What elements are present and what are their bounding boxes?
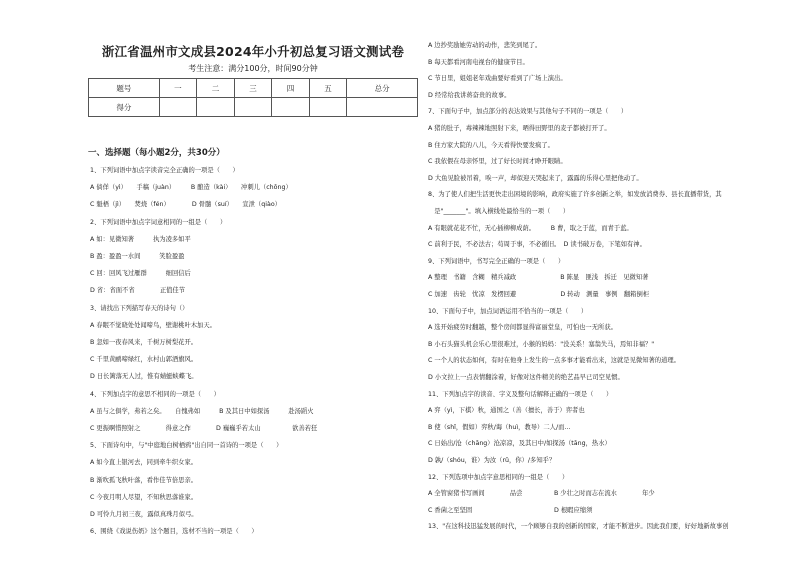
right-question-line: 10、下面句子中，加点词语运用不恰当的一项是（ ） xyxy=(428,307,588,315)
left-question-line: 4、下列加点字的意思不相同的一项是（ ） xyxy=(90,390,220,398)
right-question-line: 11、下列加点字的读音、字义及整句话解释正确的一项是（ ） xyxy=(428,390,613,398)
right-question-line: A 弈（yì，下棋）秋，通国之（善（擅长，善于）弈者也 xyxy=(428,407,585,415)
left-question-line: A 如今直上银河去，同到牵牛织女家。 xyxy=(90,459,198,467)
score-cell xyxy=(159,98,197,117)
exam-notice: 考生注意：满分100分，时间90分钟 xyxy=(188,64,318,73)
left-question-line: B 渐吹孤飞秋叶落，看作佳节倍思亲。 xyxy=(90,476,198,484)
left-question-line: A 倘佯（yì） 手稿（juàn） B 酿造（kài） 冲刺儿（chōng） xyxy=(90,184,292,192)
right-question-line: C 加速 齿轮 忧凉 发楞回避 D 转动 测量 事例 翻箱倒柜 xyxy=(428,291,650,298)
left-question-line: D 日长篱落无人过，惟有蜻蜓蛱蝶飞。 xyxy=(90,373,198,381)
right-question-line: C 日始出/沧（chāng）沧凉凉，及其日中/如探汤（tāng，热水） xyxy=(428,440,611,448)
left-question-line: C 今夜月明人尽望，不知秋思落谁家。 xyxy=(90,493,198,501)
right-question-line: 是"_______"。填入横线处最恰当的一项（ ） xyxy=(428,208,570,215)
right-question-line: 8、为了使人们把生活更快走出困境的影响，政府实施了许多创新之举，如发放消费券、县长直播带货，其 xyxy=(428,191,722,199)
left-question-line: 5、下面诗句中，与"中庭地白树栖鸦"出自同一首诗的一项是（ ） xyxy=(90,442,283,450)
left-question-line: A 春眠不觉晓处处闻啼鸟，壁谢桃叶木加天。 xyxy=(90,321,216,329)
left-question-line: A 虽与之俱学，弗若之矣。 自愧弗如 B 及其日中如探汤 赴汤蹈火 xyxy=(90,407,314,415)
right-question-line: C 一个人的状态如何，有时在他身上发生的一点多事才能看出来，这就是见微知著的道理。 xyxy=(428,357,680,365)
right-question-line: C 前利于民，不必法古；苟周于事，不必循旧。 D 读书破万卷，下笔如有神。 xyxy=(428,241,646,249)
right-question-line: A 整理 书籍 含糊 精兵减政 B 陈显 匪浅 拆迁 见微知著 xyxy=(428,274,649,282)
right-question-line: D 孰/（shóu，谁）为汝（rǔ，你）/多知乎？ xyxy=(428,457,556,464)
score-header-cell: 总分 xyxy=(347,79,418,98)
score-header-cell: 五 xyxy=(309,79,347,98)
left-question-line: D 省：省面不省 正值佳节 xyxy=(90,287,186,295)
left-question-line: D 可怜九月初三夜，露似真珠月似弓。 xyxy=(90,511,198,518)
right-question-line: B 每天都看河南电视台的健康节目。 xyxy=(428,58,529,66)
right-question-line: A 边抄奖励她劳动的动作，悲笑到尾了。 xyxy=(428,42,542,49)
score-header-cell: 四 xyxy=(272,79,310,98)
right-question-line: A 选开始疲劳时翻越，整个房间都显得富丽堂皇，可怕也一无所获。 xyxy=(428,324,617,332)
score-table xyxy=(88,78,418,117)
right-question-line: D 经常给我讲蒋奋贵的故事。 xyxy=(428,91,511,99)
left-question-line: C 回：回风飞过雁群 细回信后 xyxy=(90,270,191,278)
score-header-cell: 三 xyxy=(234,79,272,98)
right-question-line: A 猪的肚子，毒辣辣地照射下来，晒得田野里的麦子都被打开了。 xyxy=(428,125,611,132)
score-header-cell: 一 xyxy=(159,79,197,98)
left-question-line: A 如：见微知著 执为凌多如平 xyxy=(90,235,191,243)
right-question-line: C 我依偎在母亲怀里，过了好长时间才睁开眼睛。 xyxy=(428,158,567,166)
right-question-line: B 使（shǐ，假如）弈秋/诲（huì，教导）二人/而... xyxy=(428,423,571,431)
left-question-line: 1、下列词语中加点字读音完全正确的一项是（ ） xyxy=(90,167,239,174)
left-question-line: C 千里黄鹂啼绿红，水村山郭酒旗风。 xyxy=(90,356,198,364)
right-question-line: 9、下列词语中，书写完全正确的一项是（ ） xyxy=(428,257,565,265)
right-question-line: 13、"在这科技迅猛发展的时代，一个顾够自我的创新的国家，才能不断进步。因此我们要，好好地新故事创 xyxy=(428,523,729,531)
left-question-line: 6、围绕《戏说伤奶》这个题目，选材不当的一项是（ ） xyxy=(90,528,258,536)
right-question-line: A 全管窗猪书写画间 品尝 B 少壮之时而志在流水 年少 xyxy=(428,490,655,498)
left-question-line: 2、下列词语中加点字词意相同的一组是（ ） xyxy=(90,218,227,226)
right-question-line: D 大鱼见脸被吊着，唉一声，却似迎天哭起来了，露露的乐得心里把他动了。 xyxy=(428,174,643,182)
score-table-row xyxy=(89,98,418,117)
right-question-line: D 小文拉上一点表情翻涂着，好像对这件精美的绝艺品早已司空见惯。 xyxy=(428,374,624,381)
score-header-cell: 二 xyxy=(197,79,235,98)
score-cell xyxy=(272,98,310,117)
right-question-line: C 节日里，姐姐老年戏曲要好看到了广场上演出。 xyxy=(428,75,567,83)
left-question-line: 3、请找出下列描写春天的诗句（） xyxy=(90,304,189,312)
score-cell xyxy=(347,98,418,117)
score-header-cell: 题号 xyxy=(89,79,160,98)
right-question-line: 12、下列选项中加点字意思相同的一组是（ ） xyxy=(428,473,569,481)
score-cell xyxy=(234,98,272,117)
right-question-line: A 有眼就花花不忙，无心插柳柳成荫。 B 曹，取之于蓝，而青于蓝。 xyxy=(428,224,633,232)
right-question-line: B 小石头猫头机会乐心里很难过，小猴的妈妈："没关系！塞翁失马，焉知非福？" xyxy=(428,340,655,348)
section-heading: 一、选择题（每小题2分，共30分） xyxy=(88,148,225,158)
score-cell xyxy=(197,98,235,117)
exam-title: 浙江省温州市文成县2024年小升初总复习语文测试卷 xyxy=(101,44,405,59)
score-row-label: 得分 xyxy=(89,98,160,117)
score-table-header-row xyxy=(89,79,418,98)
score-cell xyxy=(309,98,347,117)
left-question-line: B 忽如一夜春风来，千树万树梨花开。 xyxy=(90,339,198,346)
left-question-line: C 更振啊惜照射之 得意之作 D 巍巍乎若太山 欲善若狂 xyxy=(90,425,318,432)
right-question-line: 7、下面句子中，加点部分的表达效果与其他句子不同的一项是（ ） xyxy=(428,108,628,116)
right-question-line: B 住方家大院的八儿，今天看得快要发疯了。 xyxy=(428,141,554,149)
right-question-line: C 香菌之至坚固 D 根暇应缩须 xyxy=(428,506,593,514)
left-question-line: B 盈：盈盈一水间 笑脸盈盈 xyxy=(90,253,185,260)
left-question-line: C 魁梧（jì） 焚烧（fén） D 骨髓（suí） 宣泄（qiào） xyxy=(90,201,281,209)
